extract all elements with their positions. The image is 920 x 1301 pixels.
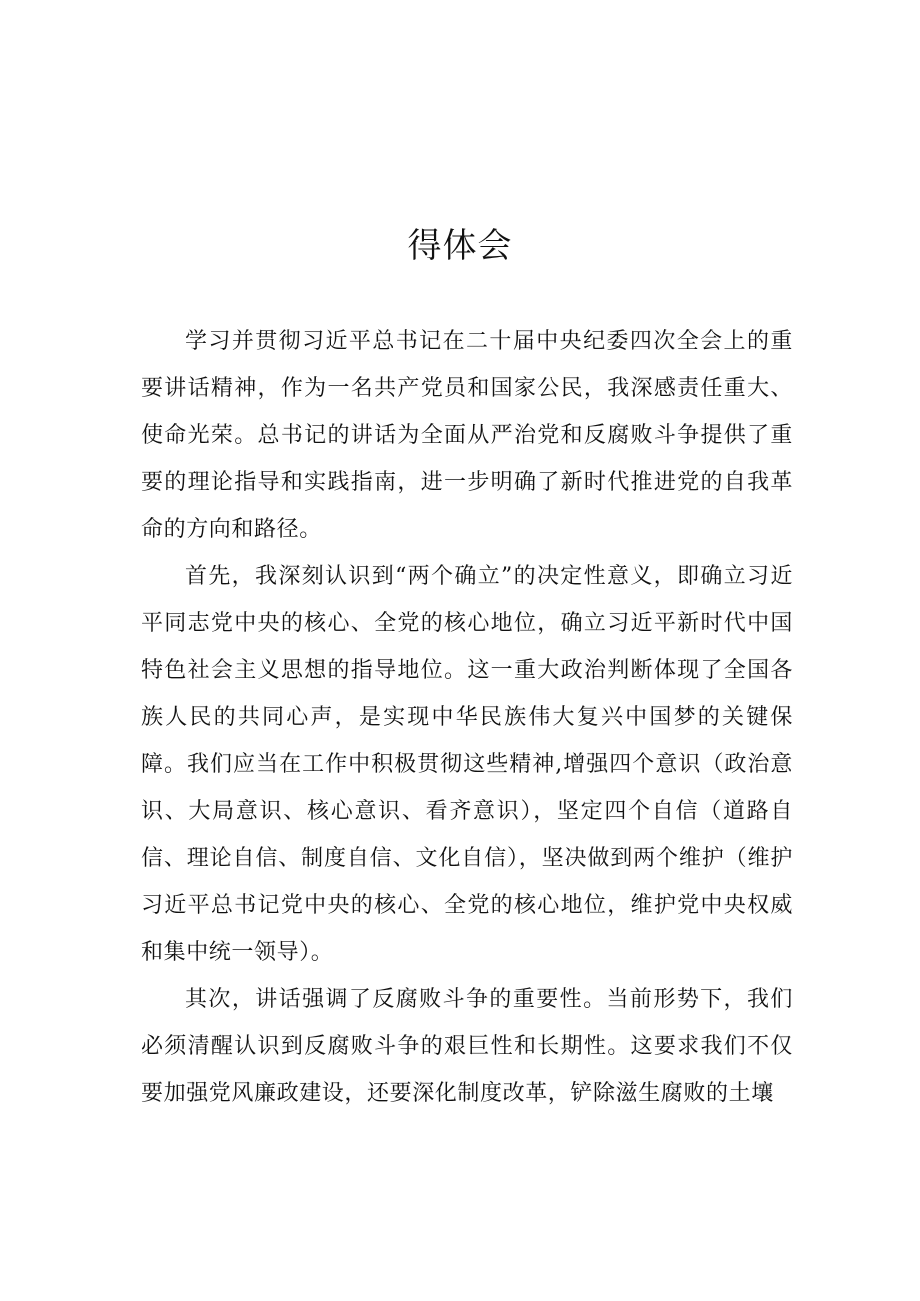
paragraph: 其次，讲话强调了反腐败斗争的重要性。当前形势下，我们必须清醒认识到反腐败斗争的艰巨性和长期性。这要求我们不仅要加强党风廉政建设，还要深化制度改革，铲除滋生腐败的土壤 — [141, 987, 793, 1106]
document-body — [141, 318, 793, 1117]
document-title: 得体会 — [407, 226, 513, 266]
paragraph: 首先，我深刻认识到“两个确立”的决定性意义，即确立习近平同志党中央的核心、全党的核心地位，确立习近平新时代中国特色社会主义思想的指导地位。这一重大政治判断体现了全国各族人民的共同心声，是实现中华民族伟大复兴中国梦的关键保障。我们应当在工作中积极贯彻这些精神,增强四个意识（政治意识、大局意识、核心意识、看齐意识），坚定四个自信（道路自信、理论自信、制度自信、文化自信），坚决做到两个维护（维护习近平总书记党中央的核心、全党的核心地位，维护党中央权威和集中统一领导）。 — [141, 564, 793, 965]
paragraph: 学习并贯彻习近平总书记在二十届中央纪委四次全会上的重要讲话精神，作为一名共产党员和国家公民，我深感责任重大、使命光荣。总书记的讲话为全面从严治党和反腐败斗争提供了重要的理论指导和实践指南，进一步明确了新时代推进党的自我革命的方向和路径。 — [141, 329, 793, 542]
